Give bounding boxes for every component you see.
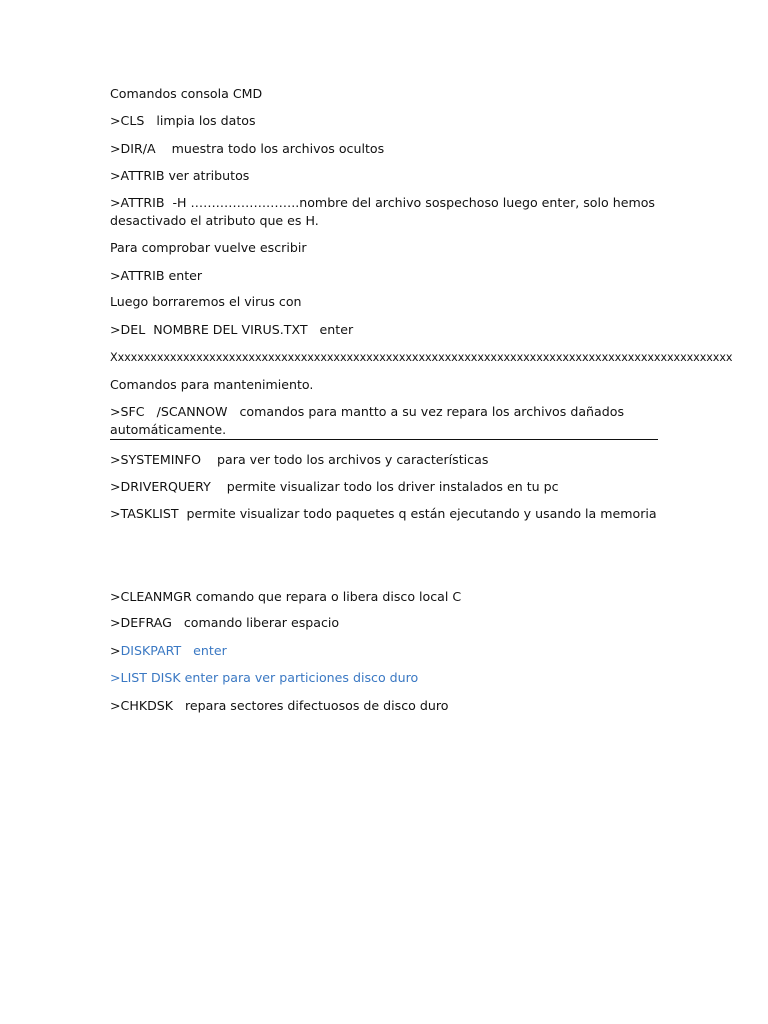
line-defrag: >DEFRAG comando liberar espacio [110,615,340,630]
line-del: >DEL NOMBRE DEL VIRUS.TXT enter [110,322,354,337]
line-list-disk: >LIST DISK enter para ver particiones disco duro [110,670,419,685]
line-cleanmgr: >CLEANMGR comando que repara o libera disco local C [110,589,462,604]
line-driverquery: >DRIVERQUERY permite visualizar todo los driver instalados en tu pc [110,479,559,494]
line-attrib-enter: >ATTRIB enter [110,268,203,283]
line-dir: >DIR/A muestra todo los archivos ocultos [110,141,385,156]
horizontal-rule [110,439,658,440]
line-borrar-virus: Luego borraremos el virus con [110,294,302,309]
line-cls: >CLS limpia los datos [110,113,256,128]
diskpart-prefix: > [110,643,121,658]
line-attrib-ver: >ATTRIB ver atributos [110,168,250,183]
line-separator-x: Xxxxxxxxxxxxxxxxxxxxxxxxxxxxxxxxxxxxxxxxxxxxxxxxxxxxxxxxxxxxxxxxxxxxxxxxxxxxxxxxxxxxxxxxxxxxxxx [110,351,733,364]
line-attrib-h: >ATTRIB -H ……………………..nombre del archivo sospechoso luego enter, solo hemos desactivado el atributo que es H. [110,195,660,228]
diskpart-command: DISKPART enter [120,643,227,658]
line-diskpart [110,642,658,660]
line-chkdsk: >CHKDSK repara sectores difectuosos de disco duro [110,698,449,713]
section-mantenimiento: Comandos para mantenimiento. [110,377,314,392]
line-sfc: >SFC /SCANNOW comandos para mantto a su vez repara los archivos dañados automáticamente. [110,404,629,437]
line-comprobar: Para comprobar vuelve escribir [110,240,307,255]
line-systeminfo: >SYSTEMINFO para ver todo los archivos y características [110,452,489,467]
line-tasklist: >TASKLIST permite visualizar todo paquetes q están ejecutando y usando la memoria [110,506,657,521]
document-title: Comandos consola CMD [110,86,263,101]
